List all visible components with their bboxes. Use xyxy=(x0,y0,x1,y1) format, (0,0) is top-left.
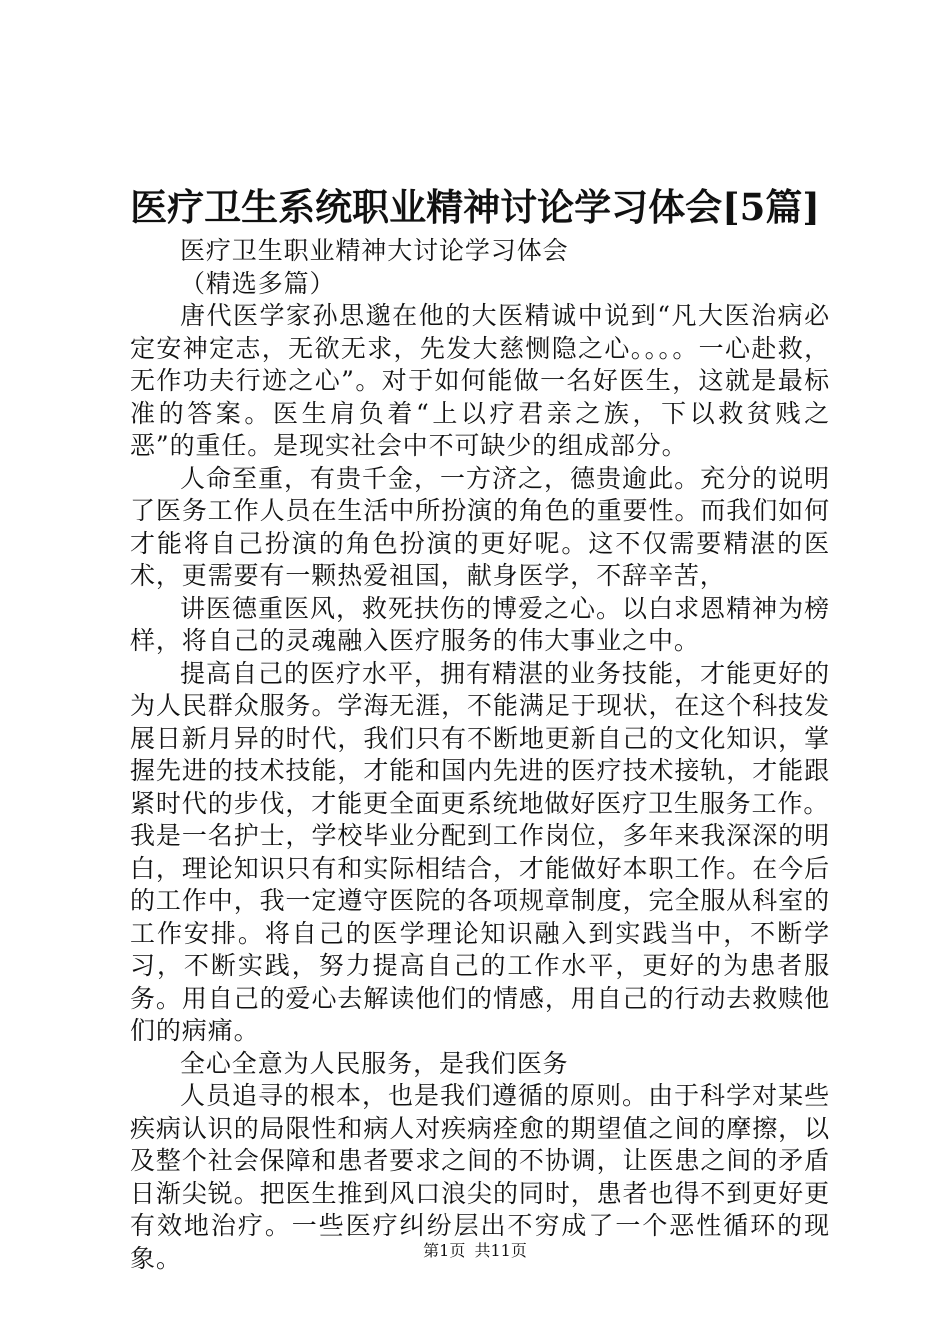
document-title: 医疗卫生系统职业精神讨论学习体会[5篇] xyxy=(130,185,820,229)
document-body xyxy=(130,235,830,1275)
paragraph: 唐代医学家孙思邈在他的大医精诚中说到“凡大医治病必定安神定志，无欲无求，先发大慈恻隐之心。。。。一心赴救，无作功夫行迹之心”。对于如何能做一名好医生，这就是最标准的答案。医生肩负着“上以疗君亲之族，下以救贫贱之恶”的重任。是现实社会中不可缺少的组成部分。 xyxy=(130,301,830,460)
paragraph: 提高自己的医疗水平，拥有精湛的业务技能，才能更好的为人民群众服务。学海无涯，不能满足于现状，在这个科技发展日新月异的时代，我们只有不断地更新自己的文化知识，掌握先进的技术技能，才能和国内先进的医疗技术接轨，才能跟紧时代的步伐，才能更全面更系统地做好医疗卫生服务工作。 xyxy=(130,658,830,818)
paragraph: 人命至重，有贵千金，一方济之，德贵逾此。充分的说明了医务工作人员在生活中所扮演的角色的重要性。而我们如何才能将自己扮演的角色扮演的更好呢。这不仅需要精湛的医术，更需要有一颗热爱祖国，献身医学，不辞辛苦， xyxy=(130,463,830,590)
paragraph: 人员追寻的根本，也是我们遵循的原则。由于科学对某些疾病认识的局限性和病人对疾病痊愈的期望值之间的摩擦，以及整个社会保障和患者要求之间的不协调，让医患之间的矛盾日渐尖锐。把医生推到风口浪尖的同时，患者也得不到更好更有效地治疗。一些医疗纠纷层出不穷成了一个恶性循环的现象。 xyxy=(130,1081,830,1273)
paragraph: 讲医德重医风，救死扶伤的博爱之心。以白求恩精神为榜样，将自己的灵魂融入医疗服务的伟大事业之中。 xyxy=(130,593,830,655)
paragraph: 我是一名护士，学校毕业分配到工作岗位，多年来我深深的明白，理论知识只有和实际相结合，才能做好本职工作。在今后的工作中，我一定遵守医院的各项规章制度，完全服从科室的工作安排。将自己的医学理论知识融入到实践当中，不断学习，不断实践，努力提高自己的工作水平，更好的为患者服务。用自己的爱心去解读他们的情感，用自己的行动去救赎他们的病痛。 xyxy=(130,821,830,1045)
page-total: 共11页 xyxy=(474,1241,527,1260)
subtitle-line: 医疗卫生职业精神大讨论学习体会 xyxy=(180,236,569,265)
page-number: 第1页 xyxy=(423,1241,466,1260)
paragraph: 全心全意为人民服务，是我们医务 xyxy=(180,1048,569,1078)
subtitle-note: （精选多篇） xyxy=(180,268,336,298)
page-footer xyxy=(0,1241,950,1261)
